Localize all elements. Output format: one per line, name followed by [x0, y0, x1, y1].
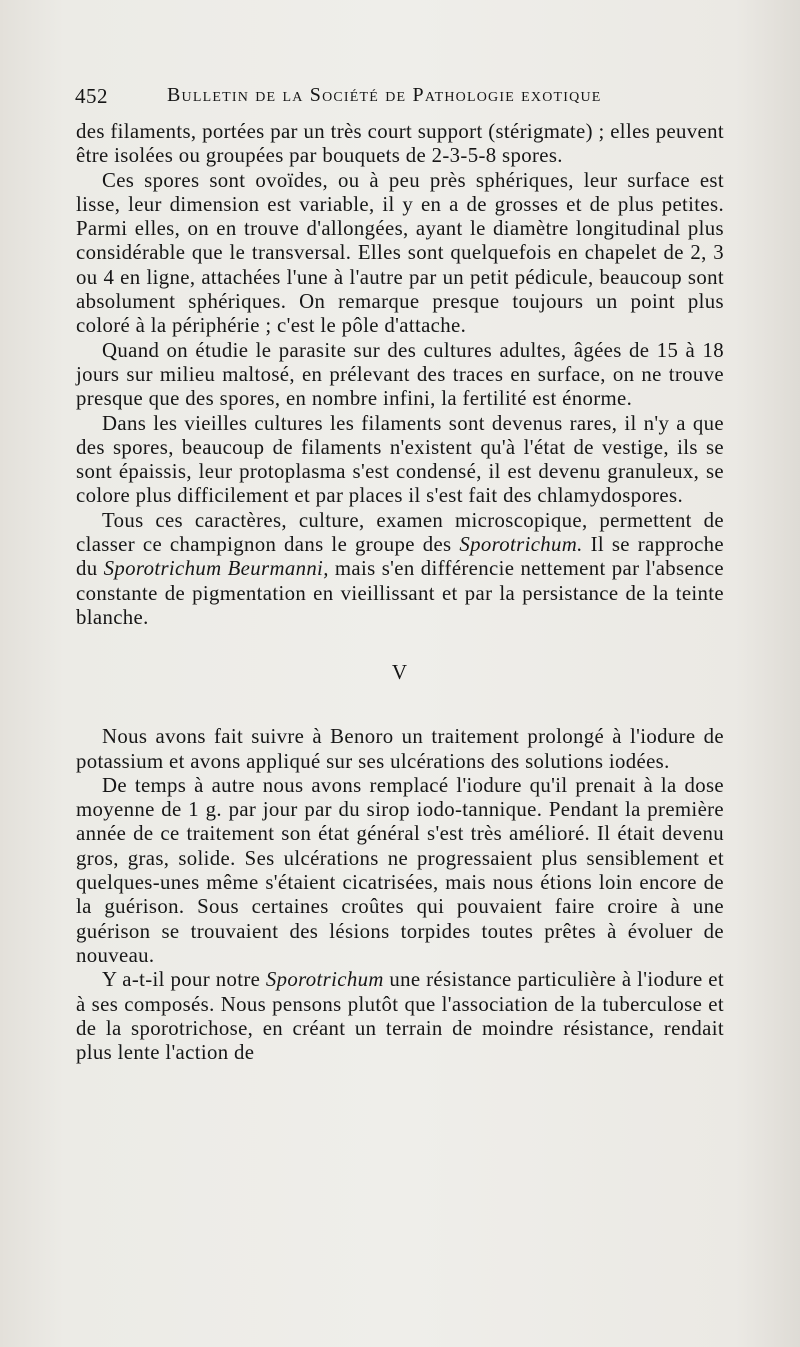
paragraph: Ces spores sont ovoïdes, ou à peu près sphériques, leur surface est lisse, leur dimension est variable, il y en a de grosses et de plus petites. Parmi elles, on en trouve d'allongées, ayant le diamètre longitudinal plus considérable que le transversal. Elles sont quelquefois en chapelet de 2, 3 ou 4 en ligne, attachées l'une à l'autre par un petit pédicule, beaucoup sont absolument sphériques. On remarque presque toujours un point plus coloré à la périphérie ; c'est le pôle d'attache.: [76, 168, 724, 338]
section-heading: V: [391, 660, 409, 685]
paragraph-text: Y a-t-il pour notre: [102, 968, 266, 992]
paragraph: Dans les vieilles cultures les filaments sont devenus rares, il n'y a que des spores, beaucoup de filaments n'existent qu'à l'état de vestige, ils se sont épaissis, leur protoplasma s'est condensé, il est devenu granuleux, se colore plus difficilement et par places il s'est fait des chlamydospores.: [76, 411, 724, 508]
species-name: Sporotrichum Beurmanni,: [103, 557, 329, 581]
paragraph: [76, 509, 724, 630]
paragraph-text: mais s'en différencie nettement par l'absence constante de pigmentation en vieillissant et par la persistance de la teinte blanche.: [76, 557, 724, 629]
page-number: 452: [75, 84, 108, 108]
genus-name: Sporotrichum.: [459, 533, 583, 557]
genus-name: Sporotrichum: [265, 968, 384, 992]
paragraph-text: Tous ces caractères, culture, examen microscopique, permettent de classer ce champignon dans le groupe des: [76, 508, 724, 557]
page-header: [75, 84, 725, 114]
running-title: Bulletin de la Société de Pathologie exotique: [167, 84, 602, 106]
paragraph: [76, 968, 724, 1065]
page-body: [76, 120, 724, 1065]
paragraph-text: une résistance particulière à l'iodure et à ses composés. Nous pensons plutôt que l'association de la tuberculose et de la sporotrichose, en créant un terrain de moindre résistance, rendait plus lente l'action de: [76, 968, 725, 1065]
paragraph: Nous avons fait suivre à Benoro un traitement prolongé à l'iodure de potassium et avons appliqué sur ses ulcérations des solutions iodées.: [76, 725, 724, 773]
paragraph: De temps à autre nous avons remplacé l'iodure qu'il prenait à la dose moyenne de 1 g. par jour par du sirop iodo-tannique. Pendant la première année de ce traitement son état général s'est très amélioré. Il était devenu gros, gras, solide. Ses ulcérations ne progressaient plus sensiblement et quelques-unes même s'étaient cicatrisées, mais nous étions loin encore de la guérison. Sous certaines croûtes qui pouvaient faire croire à une guérison se trouvaient des lésions torpides toutes prêtes à évoluer de nouveau.: [76, 773, 724, 967]
paragraph-text: Il se rapproche du: [76, 533, 724, 581]
paragraph: Quand on étudie le parasite sur des cultures adultes, âgées de 15 à 18 jours sur milieu maltosé, en prélevant des traces en surface, on ne trouve presque que des spores, en nombre infini, la fertilité est énorme.: [76, 338, 724, 411]
paragraph: des filaments, portées par un très court support (stérigmate) ; elles peuvent être isolées ou groupées par bouquets de 2-3-5-8 spores.: [76, 120, 724, 168]
